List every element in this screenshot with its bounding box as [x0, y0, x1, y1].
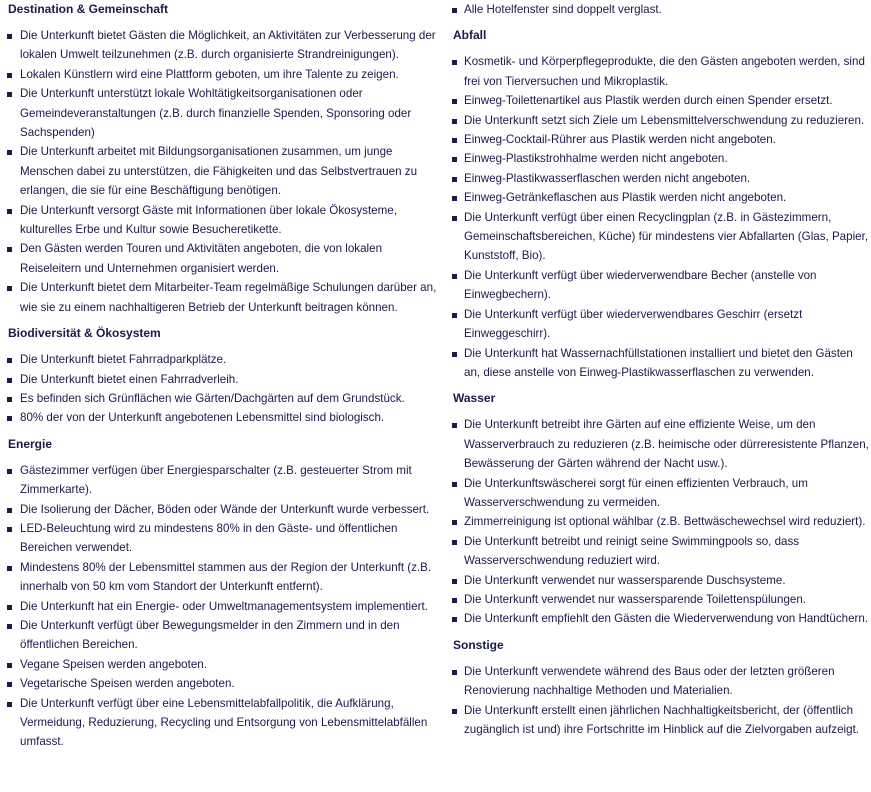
- list-item: Die Unterkunft verfügt über einen Recyclingplan (z.B. in Gästezimmern, Gemeinschaftsbereichen, Küche) für mindestens vier Abfallarten (Glas, Papier, Kunststoff, Bio).: [445, 208, 871, 266]
- list-item: Die Unterkunft bietet dem Mitarbeiter-Team regelmäßige Schulungen darüber an, wie sie zu einem nachhaltigeren Betrieb der Unterkunft beitragen können.: [0, 278, 440, 317]
- list-item: Vegetarische Speisen werden angeboten.: [0, 674, 440, 693]
- section-biodiversity: [0, 324, 440, 428]
- list-item: Die Unterkunft bietet Fahrradparkplätze.: [0, 350, 440, 369]
- list-item: Einweg-Toilettenartikel aus Plastik werden durch einen Spender ersetzt.: [445, 91, 871, 110]
- list-item: Die Unterkunft hat Wassernachfüllstationen installiert und bietet den Gästen an, diese anstelle von Einweg-Plastikwasserflaschen zu verwenden.: [445, 344, 871, 383]
- list-item: Die Unterkunft arbeitet mit Bildungsorganisationen zusammen, um junge Menschen dabei zu unterstützen, die Fähigkeiten und das Selbstvertrauen zu erlangen, die sie für eine Beschäftigung benötigen.: [0, 142, 440, 200]
- section-waste: [445, 26, 871, 382]
- list-item: Einweg-Plastikstrohhalme werden nicht angeboten.: [445, 149, 871, 168]
- list-item: Die Unterkunft versorgt Gäste mit Informationen über lokale Ökosysteme, kulturelles Erbe und Kultur sowie Besucheretikette.: [0, 201, 440, 240]
- list-item: Kosmetik- und Körperpflegeprodukte, die den Gästen angeboten werden, sind frei von Tierversuchen und Mikroplastik.: [445, 52, 871, 91]
- list-item: Die Unterkunft unterstützt lokale Wohltätigkeitsorganisationen oder Gemeindeveranstaltungen (z.B. durch finanzielle Spenden, Sponsoring oder Sachspenden): [0, 84, 440, 142]
- list-item: Die Unterkunft bietet Gästen die Möglichkeit, an Aktivitäten zur Verbesserung der lokalen Umwelt teilzunehmen (z.B. durch organisierte Strandreinigungen).: [0, 26, 440, 65]
- list-item: Die Isolierung der Dächer, Böden oder Wände der Unterkunft wurde verbessert.: [0, 500, 440, 519]
- section-title: Wasser: [453, 391, 496, 406]
- list-item: Alle Hotelfenster sind doppelt verglast.: [445, 0, 871, 19]
- list-item: Die Unterkunft hat ein Energie- oder Umweltmanagementsystem implementiert.: [0, 597, 440, 616]
- list-item: Lokalen Künstlern wird eine Plattform geboten, um ihre Talente zu zeigen.: [0, 65, 440, 84]
- item-list: [445, 415, 871, 628]
- list-item: Die Unterkunft erstellt einen jährlichen Nachhaltigkeitsbericht, der (öffentlich zugänglich ist und) ihre Fortschritte im Hinblick auf die Zielvorgaben aufzeigt.: [445, 701, 871, 740]
- item-list: [0, 26, 440, 317]
- list-item: Gästezimmer verfügen über Energiesparschalter (z.B. gesteuerter Strom mit Zimmerkarte).: [0, 461, 440, 500]
- list-item: Die Unterkunft verfügt über wiederverwendbare Becher (anstelle von Einwegbechern).: [445, 266, 871, 305]
- list-item: Einweg-Cocktail-Rührer aus Plastik werden nicht angeboten.: [445, 130, 871, 149]
- section-title: Energie: [8, 436, 53, 451]
- list-item: Einweg-Getränkeflaschen aus Plastik werden nicht angeboten.: [445, 188, 871, 207]
- list-item: Die Unterkunft betreibt ihre Gärten auf eine effiziente Weise, um den Wasserverbrauch zu reduzieren (z.B. heimische oder dürreresistente Pflanzen, Bewässerung der Gärten während der Nacht usw.).: [445, 415, 871, 473]
- list-item: Es befinden sich Grünflächen wie Gärten/Dachgärten auf dem Grundstück.: [0, 389, 440, 408]
- section-destination-community: [0, 0, 440, 317]
- left-column: [0, 0, 440, 752]
- list-item: Die Unterkunft verwendet nur wassersparende Toilettenspülungen.: [445, 590, 871, 609]
- list-item: 80% der von der Unterkunft angebotenen Lebensmittel sind biologisch.: [0, 408, 440, 427]
- item-list: [445, 0, 871, 19]
- list-item: Die Unterkunft verwendet nur wassersparende Duschsysteme.: [445, 571, 871, 590]
- list-item: Die Unterkunftswäscherei sorgt für einen effizienten Verbrauch, um Wasserverschwendung zu vermeiden.: [445, 474, 871, 513]
- section-title: Abfall: [453, 28, 487, 43]
- list-item: Die Unterkunft setzt sich Ziele um Lebensmittelverschwendung zu reduzieren.: [445, 111, 871, 130]
- section-energy: [0, 435, 440, 752]
- right-column: [445, 0, 871, 739]
- list-item: LED-Beleuchtung wird zu mindestens 80% in den Gäste- und öffentlichen Bereichen verwendet.: [0, 519, 440, 558]
- list-item: Die Unterkunft verfügt über Bewegungsmelder in den Zimmern und in den öffentlichen Bereichen.: [0, 616, 440, 655]
- section-water: [445, 389, 871, 628]
- item-list: [445, 52, 871, 382]
- list-item: Die Unterkunft betreibt und reinigt seine Swimmingpools so, dass Wasserverschwendung reduziert wird.: [445, 532, 871, 571]
- section-other: [445, 636, 871, 740]
- section-title: Destination & Gemeinschaft: [8, 2, 169, 16]
- item-list: [0, 350, 440, 428]
- list-item: Den Gästen werden Touren und Aktivitäten angeboten, die von lokalen Reiseleitern und Unternehmen organisiert werden.: [0, 239, 440, 278]
- list-item: Die Unterkunft verfügt über wiederverwendbares Geschirr (ersetzt Einweggeschirr).: [445, 305, 871, 344]
- item-list: [445, 662, 871, 740]
- list-item: Zimmerreinigung ist optional wählbar (z.B. Bettwäschewechsel wird reduziert).: [445, 512, 871, 531]
- list-item: Die Unterkunft bietet einen Fahrradverleih.: [0, 370, 440, 389]
- section-title: Sonstige: [453, 637, 504, 652]
- section-title: Biodiversität & Ökosystem: [8, 326, 161, 341]
- list-item: Die Unterkunft empfiehlt den Gästen die Wiederverwendung von Handtüchern.: [445, 609, 871, 628]
- list-item: Die Unterkunft verfügt über eine Lebensmittelabfallpolitik, die Aufklärung, Vermeidung, Reduzierung, Recycling und Entsorgung von Lebensmittelabfällen umfasst.: [0, 694, 440, 752]
- list-item: Einweg-Plastikwasserflaschen werden nicht angeboten.: [445, 169, 871, 188]
- list-item: Mindestens 80% der Lebensmittel stammen aus der Region der Unterkunft (z.B. innerhalb von 50 km vom Standort der Unterkunft entfernt).: [0, 558, 440, 597]
- list-item: Die Unterkunft verwendete während des Baus oder der letzten größeren Renovierung nachhaltige Methoden und Materialien.: [445, 662, 871, 701]
- item-list: [0, 461, 440, 752]
- list-item: Vegane Speisen werden angeboten.: [0, 655, 440, 674]
